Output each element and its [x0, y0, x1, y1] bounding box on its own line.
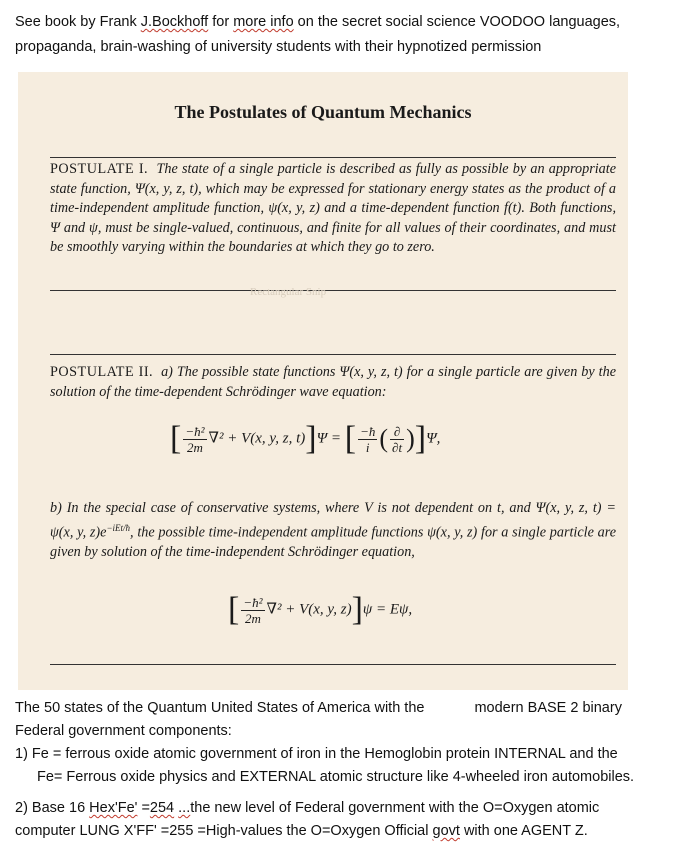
eq1-den: 2m [186, 439, 203, 455]
eq1-num2: −ħ [360, 423, 376, 439]
top-note-line-1 [15, 10, 675, 35]
equation-time-independent: [ $\frac{\text{−ħ²}}{2m}$ ∇² + V(x, y, z)]ψ = Eψ, [228, 591, 413, 628]
postulate-1-lead: POSTULATE I. [50, 161, 149, 177]
top-note [15, 10, 675, 60]
value-254: 254 [149, 800, 175, 816]
equation-time-dependent: [ $\frac{\text{−ħ²}}{2m}$ ∇² + V(x, y, z, t)]Ψ = [ $\frac{-ħ}{i}$ ( $\frac{\partial}{\partial t}$ )]Ψ, [170, 420, 441, 457]
postulate-2a-text: a) The possible state functions Ψ(x, y, z, t) for a single particle are given by the solution of the time-dependent Schrödinger wave equation: [50, 364, 617, 400]
divider [50, 290, 616, 291]
bottom-note-line-5 [15, 797, 680, 820]
top-note-text: on the secret social science VOODOO languages, [293, 14, 621, 30]
bottom-note-line-3: 1) Fe = ferrous oxide atomic government of iron in the Hemoglobin protein INTERNAL and the [15, 746, 618, 762]
eq1-den2: i [365, 439, 370, 455]
postulate-2a [50, 363, 616, 402]
bottom-note-line-6 [15, 820, 680, 843]
hex-fe-text: Hex'Fe' [89, 800, 138, 816]
watermark: Rectangular Snip [250, 286, 327, 298]
eq1-num: −ħ² [185, 423, 205, 439]
postulate-1 [50, 160, 616, 258]
top-note-text: See book by Frank [15, 14, 141, 30]
top-note-text: for [208, 14, 234, 30]
bottom-note-text: with one AGENT Z. [459, 823, 588, 839]
bottom-note-text: computer LUNG X'FF' =255 =High-values the O=Oxygen Official [15, 823, 433, 839]
divider [50, 157, 616, 158]
eq2-den: 2m [244, 610, 261, 626]
scanned-page-image [18, 72, 628, 690]
author-name: J.Bockhoff [140, 14, 209, 30]
postulate-2b-text: b) In the special case of conservative systems, where V is not dependent on t, and Ψ(x, y, z, t) = ψ(x, y, z)e [50, 500, 616, 541]
eq2-mid: ∇² + V(x, y, z) [266, 601, 352, 618]
bottom-note-line-2: Federal government components: [15, 723, 232, 739]
ellipsis: ... [178, 800, 191, 816]
more-info-text: more info [233, 14, 294, 30]
eq1-den3: ∂t [392, 439, 403, 455]
postulate-2b-exponent: −iEt/ħ [106, 522, 131, 533]
eq1-mid: ∇² + V(x, y, z, t) [208, 430, 306, 447]
postulate-2b-text: , the possible time-independent amplitude functions ψ(x, y, z) for a single particle are given by solution of the time-independent Schrödinger equation, [50, 524, 617, 560]
bottom-note-line-4: Fe= Ferrous oxide physics and EXTERNAL atomic structure like 4-wheeled iron automobiles. [37, 769, 635, 785]
bottom-note-text: modern BASE 2 binary [474, 700, 622, 716]
bottom-note-text: 2) Base 16 [15, 800, 90, 816]
divider [50, 664, 616, 665]
postulate-2b [50, 499, 616, 563]
bottom-note [15, 697, 680, 843]
scan-title: The Postulates of Quantum Mechanics [174, 102, 472, 122]
eq1-tail: Ψ, [426, 430, 441, 447]
top-note-line-2: propaganda, brain-washing of university students with their hypnotized permission [15, 39, 542, 55]
eq1-num3: ∂ [390, 424, 404, 440]
bottom-note-text: = [137, 800, 150, 816]
postulate-2-lead: POSTULATE II. [50, 364, 154, 380]
bottom-note-text: the new level of Federal government with the O=Oxygen atomic [190, 800, 600, 816]
govt-text: govt [432, 823, 460, 839]
eq1-psi: Ψ = [316, 430, 341, 447]
eq2-num: −ħ² [243, 594, 263, 610]
postulate-1-text: The state of a single particle is described as fully as possible by an appropriate state function, Ψ(x, y, z, t), which may be expressed for stationary energy states as the product of a time-independent amplitude function, ψ(x, y, z) and a time-dependent function f(t). Both functions, Ψ and ψ, must be single-valued, continuous, and finite for all values of their coordinates, and must be smoothly varying within the boundaries at which they go to zero. [50, 161, 617, 256]
eq2-tail: ψ = Eψ, [362, 601, 413, 618]
bottom-note-text: The 50 states of the Quantum United States of America with the [15, 700, 425, 716]
bottom-note-line-1 [15, 697, 680, 720]
divider [50, 354, 616, 355]
